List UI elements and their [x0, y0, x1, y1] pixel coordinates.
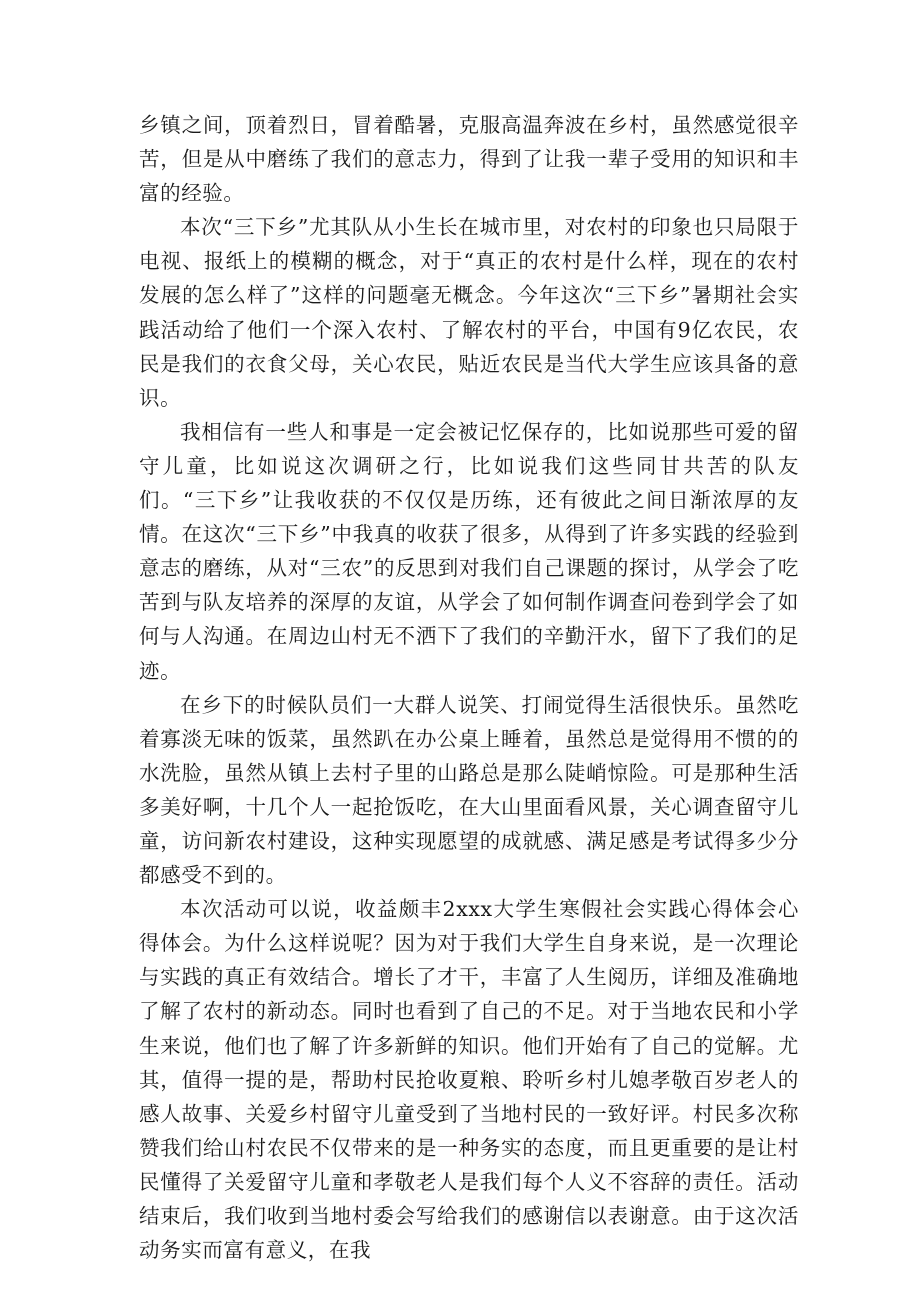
paragraph-continued: 乡镇之间，顶着烈日，冒着酷暑，克服高温奔波在乡村，虽然感觉很辛苦，但是从中磨练了我们的意志力，得到了让我一辈子受用的知识和丰富的经验。 — [139, 113, 799, 206]
document-page — [139, 108, 799, 1267]
paragraph-rural-impression: 本次“三下乡”尤其队从小生长在城市里，对农村的印象也只局限于电视、报纸上的模糊的概念，对于“真正的农村是什么样，现在的农村发展的怎么样了”这样的问题毫无概念。今年这次“三下乡”暑期社会实践活动给了他们一个深入农村、了解农村的平台，中国有9亿农民，农民是我们的衣食父母，关心农民，贴近农民是当代大学生应该具备的意识。 — [139, 215, 799, 410]
paragraph-activity-gains: 本次活动可以说，收益颇丰2xxx大学生寒假社会实践心得体会心得体会。为什么这样说呢？因为对于我们大学生自身来说，是一次理论与实践的真正有效结合。增长了才干，丰富了人生阅历，详细及准确地了解了农村的新动态。同时也看到了自己的不足。对于当地农民和小学生来说，他们也了解了许多新鲜的知识。他们开始有了自己的觉解。尤其，值得一提的是，帮助村民抢收夏粮、聆听乡村儿媳孝敬百岁老人的感人故事、关爱乡村留守儿童受到了当地村民的一致好评。村民多次称赞我们给山村农民不仅带来的是一种务实的态度，而且更重要的是让村民懂得了关爱留守儿童和孝敬老人是我们每个人义不容辞的责任。活动结束后，我们收到当地村委会写给我们的感谢信以表谢意。由于这次活动务实而富有意义，在我 — [139, 897, 799, 1263]
paragraph-village-life: 在乡下的时候队员们一大群人说笑、打闹觉得生活很快乐。虽然吃着寡淡无味的饭菜，虽然趴在办公桌上睡着，虽然总是觉得用不惯的的水洗脸，虽然从镇上去村子里的山路总是那么陡峭惊险。可是那种生活多美好啊，十几个人一起抢饭吃，在大山里面看风景，关心调查留守儿童，访问新农村建设，这种实现愿望的成就感、满足感是考试得多少分都感受不到的。 — [139, 692, 799, 888]
paragraph-memories: 我相信有一些人和事是一定会被记忆保存的，比如说那些可爱的留守儿童，比如说这次调研之行，比如说我们这些同甘共苦的队友们。“三下乡”让我收获的不仅仅是历练，还有彼此之间日渐浓厚的友情。在这次“三下乡”中我真的收获了很多，从得到了许多实践的经验到意志的磨练，从对“三农”的反思到对我们自己课题的探讨，从学会了吃苦到与队友培养的深厚的友谊，从学会了如何制作调查问卷到学会了如何与人沟通。在周边山村无不洒下了我们的辛勤汗水，留下了我们的足迹。 — [139, 419, 799, 683]
